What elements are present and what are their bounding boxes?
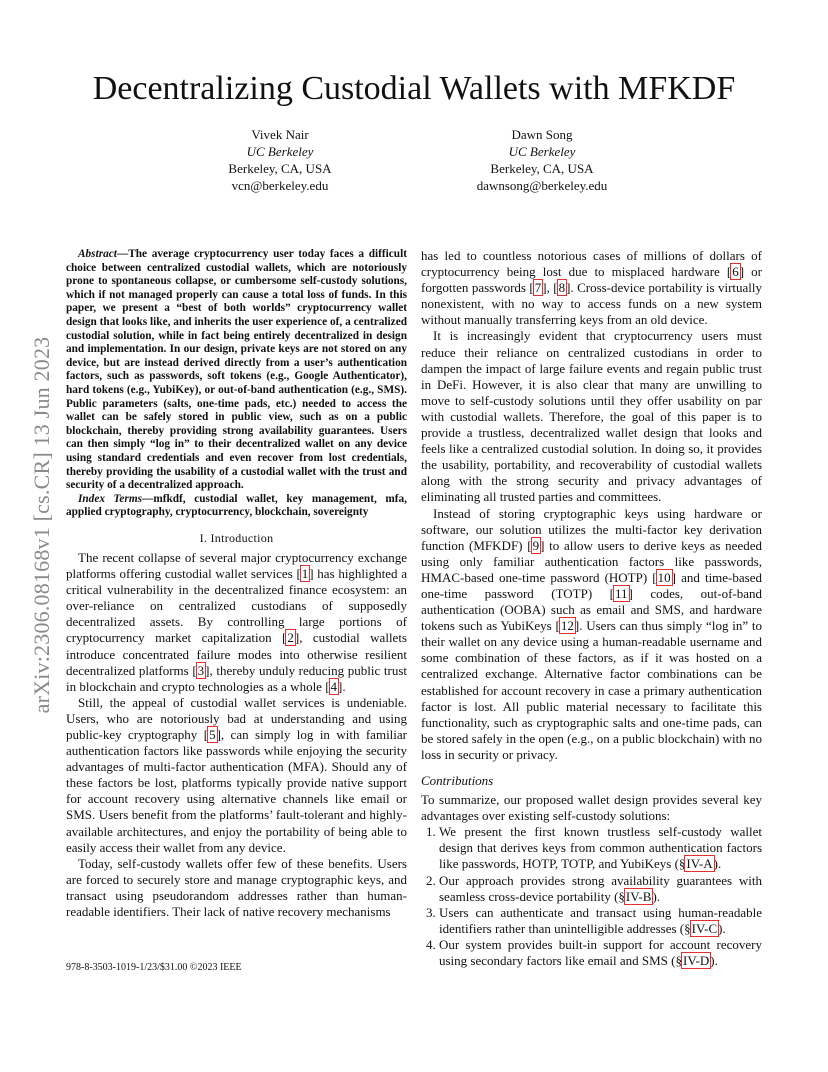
body-paragraph <box>421 328 762 505</box>
citation-link[interactable]: 6 <box>732 264 739 280</box>
arxiv-id: arXiv:2306.08168v1 [cs.CR] 13 Jun 2023 <box>29 336 54 714</box>
contribution-text: Users can authenticate and transact using human-readable identifiers rather than unintelligible addresses (§ <box>439 904 762 936</box>
index-terms <box>66 493 407 520</box>
paragraph-text: Still, the appeal of custodial wallet services is undeniable. Users, who are notoriously bad at understanding and using public-key cryptography <box>66 694 407 742</box>
contribution-end: ). <box>713 856 722 872</box>
contribution-text: Our approach provides strong availability guarantees with seamless cross-device portability (§ <box>439 872 762 904</box>
paragraph-text: Today, self-custody wallets offer few of these benefits. Users are forced to securely store and manage cryptographic keys, and transact using pseudorandom addresses rather than human-readable identifiers. Their lack of native recovery mechanisms <box>66 855 407 920</box>
paragraph-text: It is increasingly evident that cryptocurrency users must reduce their reliance on centralized custodians in order to dampen the impact of large failure events and regain public trust in DeFi. However, it is also clear that many are unwilling to move to self-custody solutions until they offer usability on par with custodial wallets. Therefore, the goal of this paper is to provide a trustless, decentralized wallet design that looks and feels like a centralized custodial solution. In doing so, it provides the usability, portability, and recoverability of custodial wallets along with the strong security and privacy advantages of eliminating all trusted parties and committees. <box>421 328 762 505</box>
citation-link[interactable]: 2 <box>287 630 294 646</box>
citation-link[interactable]: 11 <box>614 585 628 601</box>
paragraph-text: The recent collapse of several major cryptocurrency exchange platforms offering custodial wallet services <box>66 549 407 582</box>
section-ref-link[interactable]: IV-D <box>682 953 710 969</box>
citation-link[interactable]: 9 <box>532 537 540 553</box>
contribution-text: We present the first known trustless self-custody wallet design that derives keys from common authentication factors like passwords, HOTP, TOTP, and YubiKeys (§ <box>439 824 762 872</box>
section-ref-link[interactable]: IV-B <box>625 888 652 904</box>
introduction-body-left <box>66 550 407 920</box>
author-location: Berkeley, CA, USA <box>490 161 594 176</box>
author-name: Dawn Song <box>511 127 573 142</box>
paragraph-text: codes, out-of-band authentication (OOBA) such as email and SMS, and hardware tokens such as YubiKeys <box>421 585 763 634</box>
contributions-heading: Contributions <box>421 773 494 788</box>
citation-link[interactable]: 7 <box>534 280 542 296</box>
abstract-text: —The average cryptocurrency user today faces a difficult choice between centralized custodial wallets, which are notoriously prone to spontaneous collapse, or cumbersome self-custody solutions, which if not managed properly can cause a total loss of funds. In this paper, we present a “best of both worlds” cryptocurrency wallet design that looks like, and inherits the user experience of, a centralized custodial solution, while in fact being entirely decentralized in design and implementation. In our design, private keys are not stored on any device, but are instead derived directly from a user’s authentication factors, such as passwords, soft tokens (e.g., Google Authenticator), hard tokens (e.g., YubiKey), or out-of-band authentication (e.g., SMS). Public parameters (salts, one-time pads, etc.) needed to access the wallet can be safely stored in public view, such as on a public blockchain, thereby providing strong availability guarantees. Users can then simply “log in” to their decentralized wallet on any device using standard credentials and even recover from lost credentials, thereby providing the usability of a custodial wallet with the trust and security of a decentralized approach. <box>66 248 407 492</box>
arxiv-sidebar-stamp <box>22 290 62 760</box>
citation-link[interactable]: 3 <box>197 662 205 678</box>
contribution-end: ). <box>652 888 661 904</box>
paragraph-text: , thereby unduly reducing public trust in blockchain and crypto technologies as a whole <box>66 662 407 694</box>
contribution-item <box>439 824 762 872</box>
author-name: Vivek Nair <box>251 127 309 142</box>
index-terms-text: —mfkdf, custodial wallet, key management, mfa, applied cryptography, cryptocurrency, blockchain, sovereignty <box>66 492 407 519</box>
paragraph-text: , can simply log in with familiar authentication factors like passwords while enjoying the security advantages of multi-factor authentication (MFA). Should any of these factors be lost, platforms typically provide native support for account recovery using alternative channels like email or SMS. Users benefit from the platforms’ fault-tolerant and highly-available architectures, and enjoy the portability of being able to easily access their wallet from any device. <box>66 727 407 855</box>
paragraph-text: has highlighted a critical vulnerability in the decentralized finance ecosystem: an over-reliance on centralized custodians of supposedly decentralized assets. By controlling large portions of cryptocurrency market capitalization <box>66 566 407 646</box>
citation-link[interactable]: 10 <box>657 569 671 585</box>
abstract <box>66 248 407 493</box>
body-paragraph: Instead of storing cryptographic keys using hardware or software, our solution utilizes the multi-factor key derivation function (MFKDF) [9] to allow users to derive keys as needed using only familiar authentication factors like passwords, HMAC-based one-time password (HOTP) [10] and time-based one-time password (TOTP) [11] codes, out-of-band authentication (OOBA) such as email and SMS, and hardware tokens such as YubiKeys [12]. Users can thus simply “log in” to their wallet on any device using a human-readable username and some combination of these factors, as if it was hosted on a centralized exchange. Alternative factor combinations can be established for account recovery in case a primary authentication factor is lost. All public material necessary to facilitate this functionality, such as cryptographic salts and one-time pads, can be stored safely in the open (e.g., on a public blockchain) with no loss in security or privacy. <box>421 505 763 762</box>
author-block <box>150 126 410 194</box>
author-affiliation: UC Berkeley <box>508 144 576 159</box>
contribution-item <box>439 937 762 969</box>
contribution-item <box>439 905 762 937</box>
contribution-end: ). <box>710 953 718 969</box>
citation-link[interactable]: 8 <box>558 280 566 296</box>
copyright-footer: 978-8-3503-1019-1/23/$31.00 ©2023 IEEE <box>66 962 242 973</box>
contributions-list <box>421 824 762 969</box>
contribution-item <box>439 873 762 905</box>
contributions-intro: To summarize, our proposed wallet design provides several key advantages over existing self-custody solutions: <box>421 792 762 824</box>
left-column <box>66 248 407 920</box>
paragraph-text: . Cross-device portability is virtually nonexistent, with no way to access funds on a new system without manually transferring keys from an old device. <box>421 280 763 328</box>
section-ref-link[interactable]: IV-A <box>686 856 713 872</box>
section-ref-link[interactable]: IV-C <box>691 920 718 936</box>
author-block <box>412 126 672 194</box>
citation-link[interactable]: 5 <box>209 727 216 742</box>
paragraph-text: and time-based one-time password (TOTP) <box>421 569 762 601</box>
contribution-text: Our system provides built-in support for account recovery using secondary factors like email and SMS (§ <box>439 936 762 969</box>
paragraph-text: , <box>546 280 554 296</box>
paragraph-text: or forgotten passwords <box>421 264 762 296</box>
paragraph-text: . Users can thus simply “log in” to their wallet on any device using a human-readable username and some combination of these factors, as if it was hosted on a centralized exchange. Alternative factor combinations can be established for account recovery in case a primary authentication factor is lost. All public material necessary to facilitate this functionality, such as cryptographic salts and one-time pads, can be stored safely in the open (e.g., on a public blockchain) with no loss in security or privacy. <box>421 618 762 762</box>
body-paragraph: has led to countless notorious cases of millions of dollars of cryptocurrency being lost due to misplaced hardware [6] or forgotten passwords [7], [8]. Cross-device portability is virtually nonexistent, with no way to access funds on a new system without manually transferring keys from an old device. <box>421 248 763 328</box>
right-column <box>421 248 762 969</box>
body-paragraph <box>66 856 407 920</box>
author-affiliation: UC Berkeley <box>246 144 314 159</box>
paragraph-text: to allow users to derive keys as needed using only familiar authentication factors like passwords, HMAC-based one-time password (HOTP) <box>421 537 762 585</box>
citation-link[interactable]: 12 <box>560 618 574 634</box>
citation-link[interactable]: 1 <box>301 566 309 582</box>
paragraph-text: Instead of storing cryptographic keys using hardware or software, our solution utilizes the multi-factor key derivation function (MFKDF) <box>421 505 762 553</box>
author-email: vcn@berkeley.edu <box>231 178 329 193</box>
introduction-body-right <box>421 248 762 763</box>
paragraph-text: has led to countless notorious cases of millions of dollars of cryptocurrency being lost due to misplaced hardware <box>421 248 762 280</box>
section-heading-introduction: I. Introduction <box>199 530 274 545</box>
author-email: dawnsong@berkeley.edu <box>476 178 608 193</box>
citation-link[interactable]: 4 <box>330 678 338 694</box>
abstract-label: Abstract <box>78 248 117 260</box>
index-terms-label: Index Terms <box>78 492 143 505</box>
contribution-end: ). <box>718 920 726 936</box>
paper-title: Decentralizing Custodial Wallets with MFKDF <box>92 70 736 107</box>
body-paragraph: The recent collapse of several major cryptocurrency exchange platforms offering custodial wallet services [1] has highlighted a critical vulnerability in the decentralized finance ecosystem: an over-reliance on centralized custodians of supposedly decentralized assets. By controlling large portions of cryptocurrency market capitalization [2], custodial wallets introduce concentrated failure modes into otherwise resilient decentralized platforms [3], thereby unduly reducing public trust in blockchain and crypto technologies as a whole [4]. <box>66 549 407 694</box>
paragraph-text: , custodial wallets introduce concentrated failure modes into otherwise resilient decentralized platforms <box>66 630 407 678</box>
paragraph-text: . <box>342 678 346 694</box>
body-paragraph: Still, the appeal of custodial wallet services is undeniable. Users, who are notoriously bad at understanding and using public-key cryptography [5], can simply log in with familiar authentication factors like passwords while enjoying the security advantages of multi-factor authentication (MFA). Should any of these factors be lost, platforms typically provide native support for account recovery using alternative channels like email or SMS. Users benefit from the platforms’ fault-tolerant and highly-available architectures, and enjoy the portability of being able to easily access their wallet from any device. <box>66 694 407 855</box>
author-location: Berkeley, CA, USA <box>228 161 332 176</box>
